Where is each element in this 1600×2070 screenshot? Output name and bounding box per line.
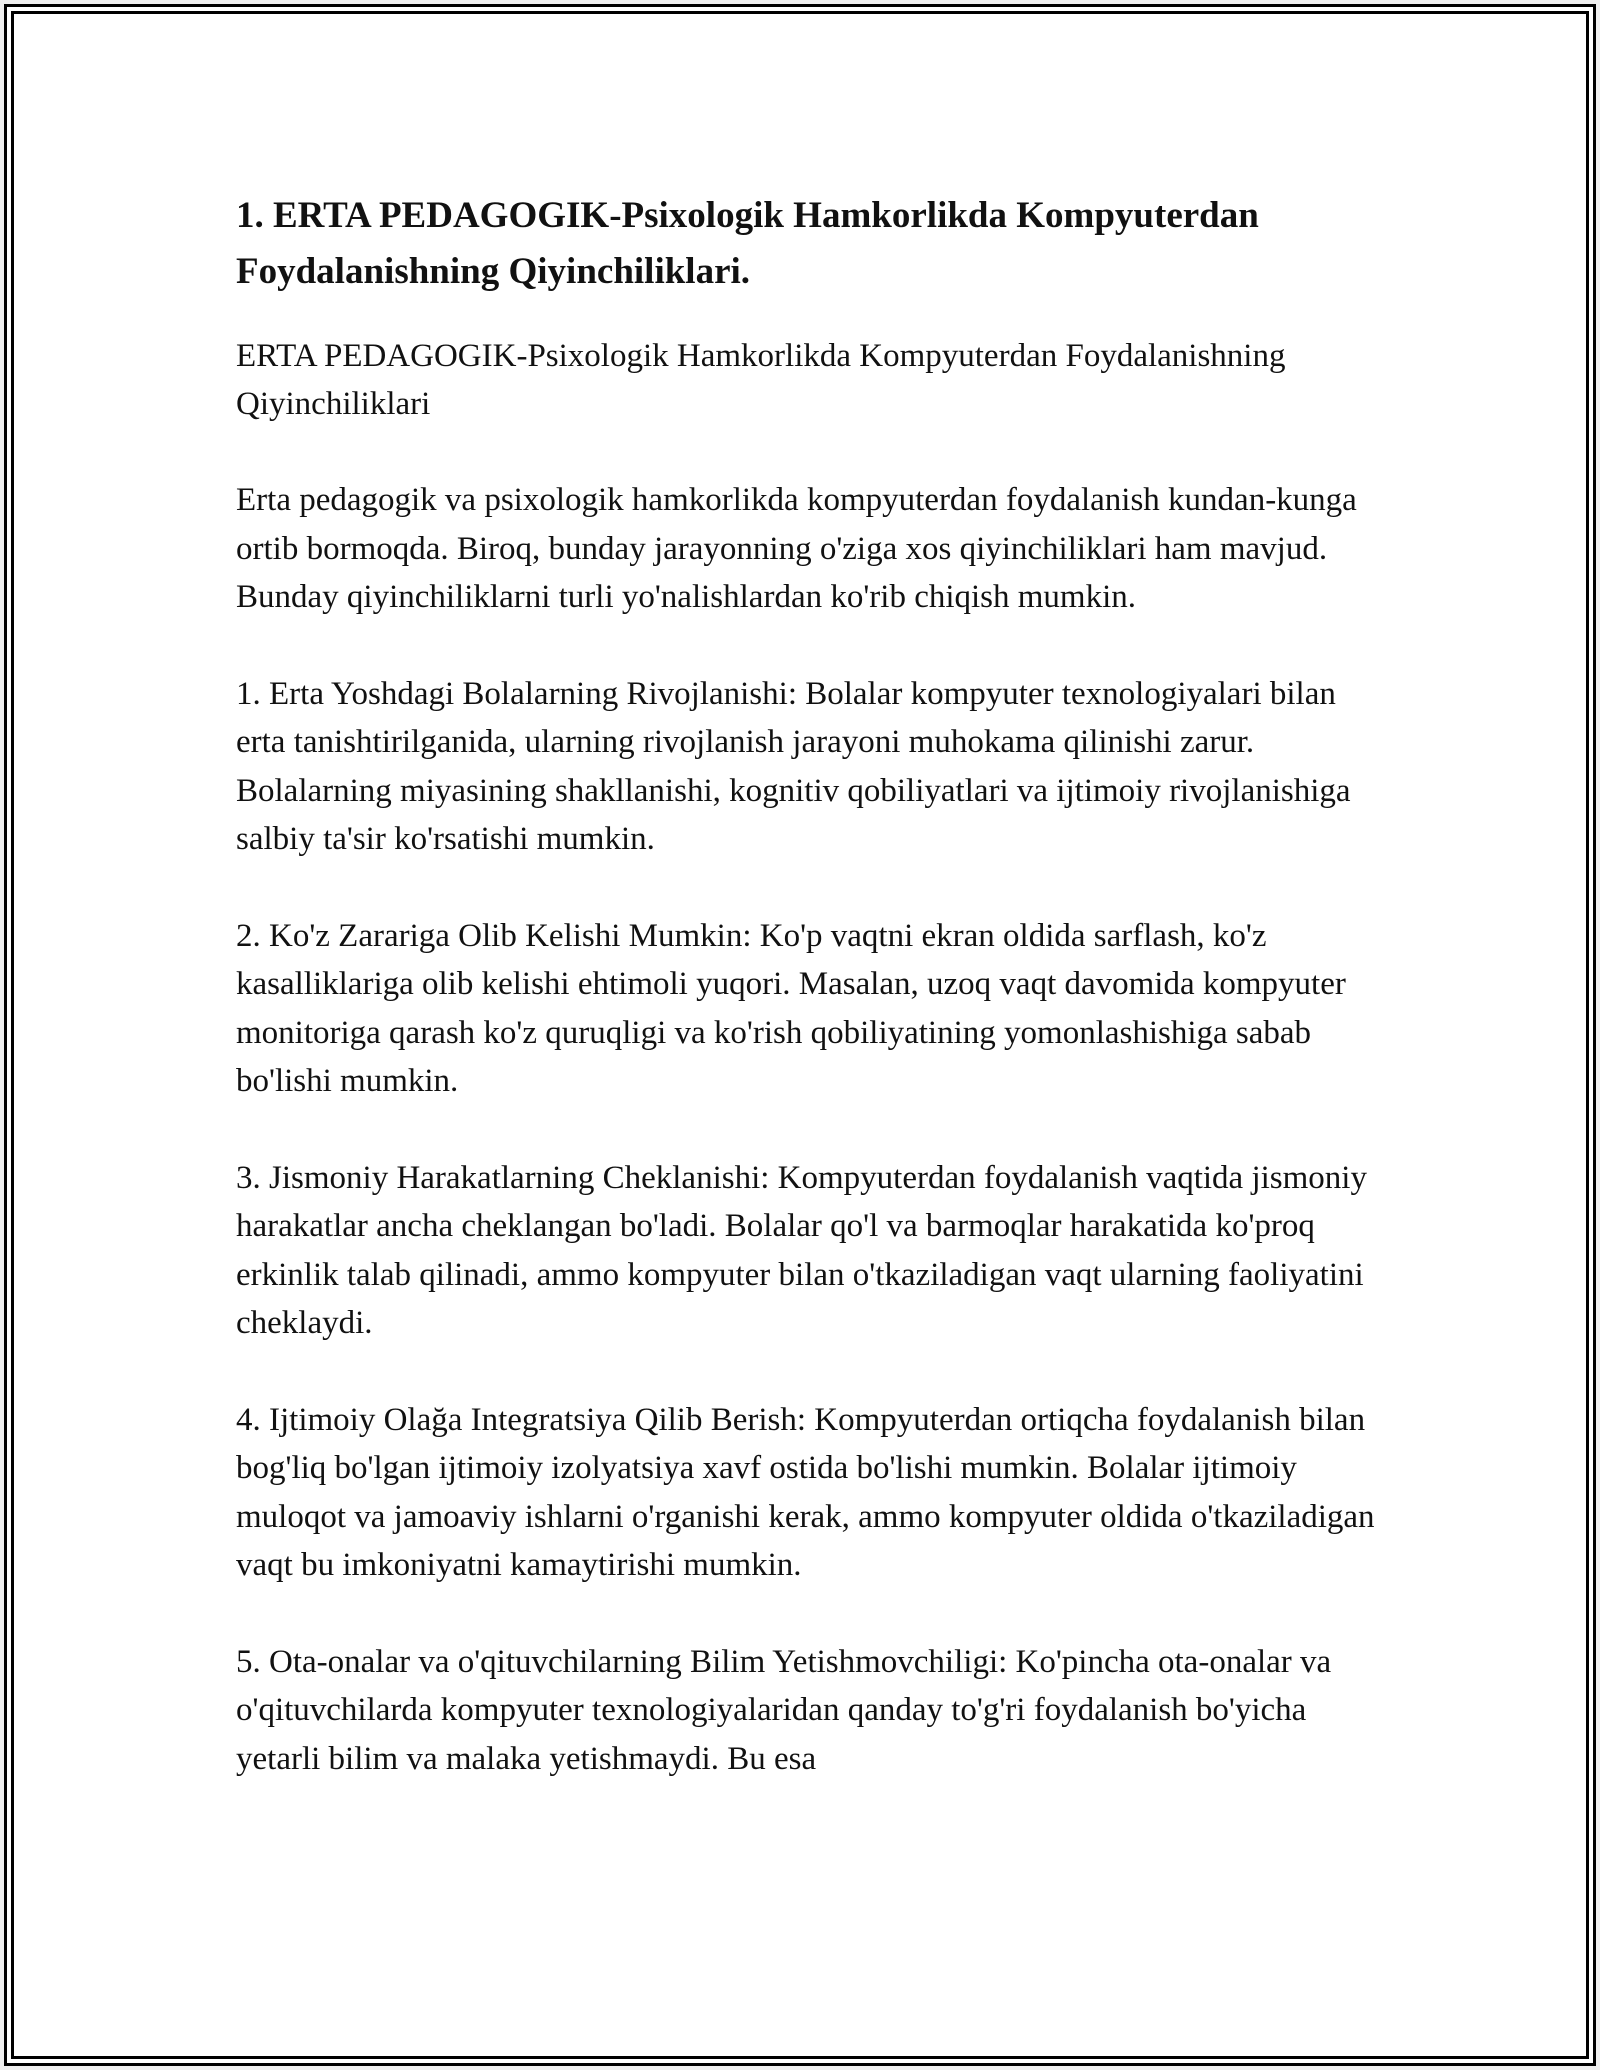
paragraph-intro: Erta pedagogik va psixologik hamkorlikda kompyuterdan foydalanish kundan-kunga ortib bormoqda. Biroq, bunday jarayonning o'ziga xos qiyinchiliklari ham mavjud. Bunday qiyinchiliklarni turli yo'nalishlardan ko'rib chiqish mumkin. <box>236 482 1357 615</box>
document-body <box>236 188 1376 1783</box>
paragraph-point-2: 2. Ko'z Zarariga Olib Kelishi Mumkin: Ko'p vaqtni ekran oldida sarflash, ko'z kasalliklariga olib kelishi ehtimoli yuqori. Masalan, uzoq vaqt davomida kompyuter monitoriga qarash ko'z quruqligi va ko'rish qobiliyatining yomonlashishiga sabab bo'lishi mumkin. <box>236 917 1346 1099</box>
paragraph-point-3: 3. Jismoniy Harakatlarning Cheklanishi: Kompyuterdan foydalanish vaqtida jismoniy harakatlar ancha cheklangan bo'ladi. Bolalar qo'l va barmoqlar harakatida ko'proq erkinlik talab qilinadi, ammo kompyuter bilan o'tkaziladigan vaqt ularning faoliyatini cheklaydi. <box>236 1159 1367 1341</box>
paragraph-point-1: 1. Erta Yoshdagi Bolalarning Rivojlanishi: Bolalar kompyuter texnologiyalari bilan erta tanishtirilganida, ularning rivojlanish jarayoni muhokama qilinishi zarur. Bolalarning miyasining shakllanishi, kognitiv qobiliyatlari va ijtimoiy rivojlanishiga salbiy ta'sir ko'rsatishi mumkin. <box>236 675 1351 857</box>
paragraph-point-4: 4. Ijtimoiy Olağa Integratsiya Qilib Berish: Kompyuterdan ortiqcha foydalanish bilan bog'liq bo'lgan ijtimoiy izolyatsiya xavf ostida bo'lishi mumkin. Bolalar ijtimoiy muloqot va jamoaviy ishlarni o'rganishi kerak, ammo kompyuter oldida o'tkaziladigan vaqt bu imkoniyatni kamaytirishi mumkin. <box>236 1401 1375 1583</box>
paragraph-point-5: 5. Ota-onalar va o'qituvchilarning Bilim Yetishmovchiligi: Ko'pincha ota-onalar va o'qituvchilarda kompyuter texnologiyalaridan qanday to'g'ri foydalanish bo'yicha yetarli bilim va malaka yetishmaydi. Bu esa <box>236 1643 1332 1777</box>
document-title: 1. ERTA PEDAGOGIK-Psixologik Hamkorlikda Kompyuterdan Foydalanishning Qiyinchiliklari. <box>236 195 1259 292</box>
document-subtitle: ERTA PEDAGOGIK-Psixologik Hamkorlikda Kompyuterdan Foydalanishning Qiyinchiliklari <box>236 338 1286 422</box>
